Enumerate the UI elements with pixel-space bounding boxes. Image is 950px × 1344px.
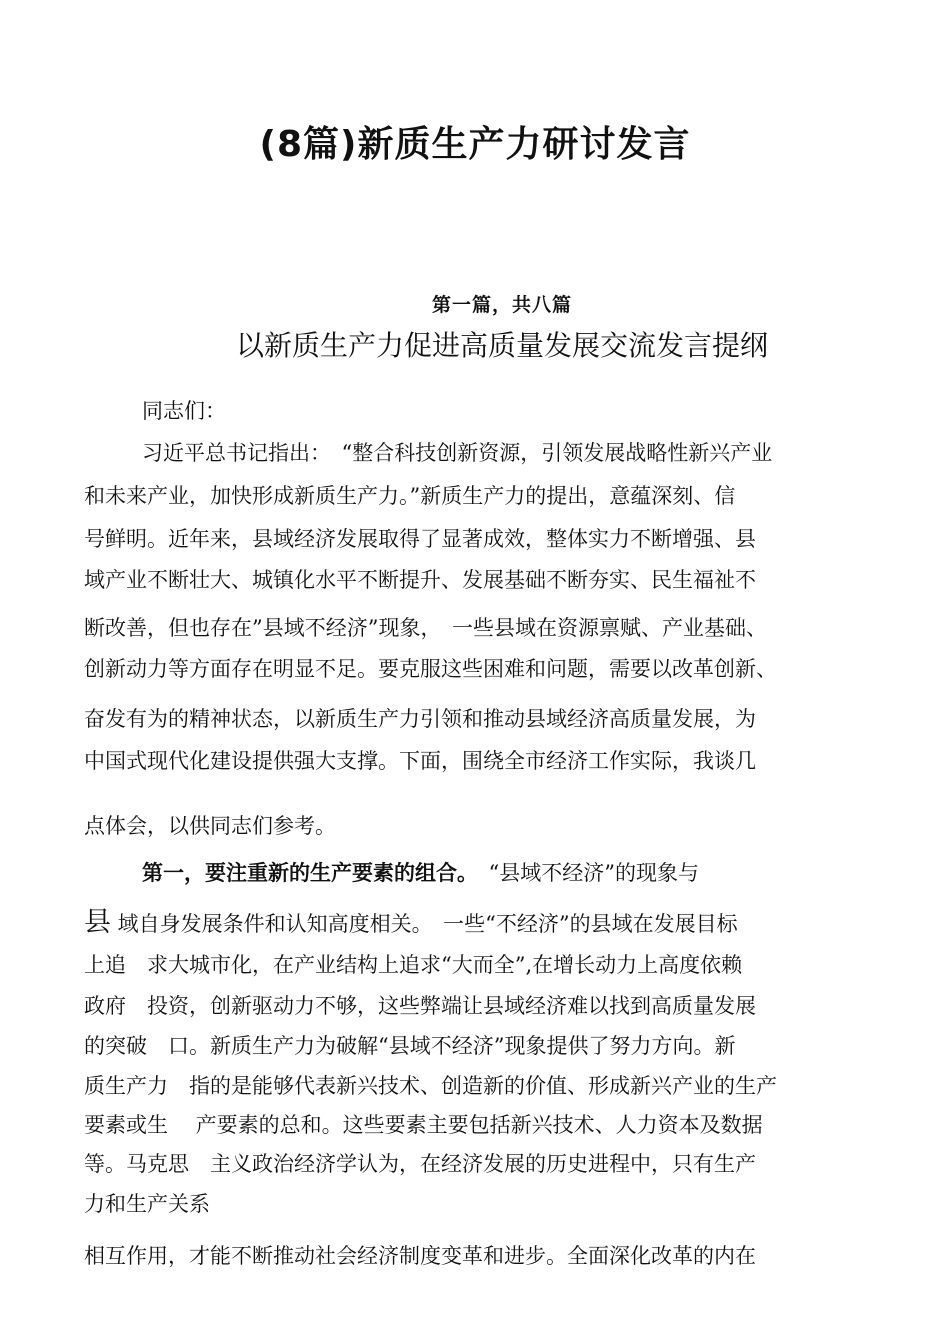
paragraph-line: 等。马克思 主义政治经济学认为，在经济发展的历史进程中，只有生产 [84, 1152, 756, 1176]
paragraph-line: 政府 投资，创新驱动力不够，这些弊端让县域经济难以找到高质量发展 [84, 994, 756, 1018]
paragraph-line: 中国式现代化建设提供强大支撑。下面，围绕全市经济工作实际，我谈几 [84, 749, 756, 773]
section-one-lead: 第一，要注重新的生产要素的组合。 [142, 861, 468, 885]
paragraph-line: 力和生产关系 [84, 1192, 210, 1216]
large-initial-char: 县 [84, 907, 111, 938]
paragraph-line: 断改善，但也存在”县域不经济”现象， 一些县域在资源禀赋、产业基础、 [84, 616, 767, 640]
second-line-rest: 域自身发展条件和认知高度相关。 一些“不经济”的县域在发展目标 [111, 912, 738, 936]
section-one-second-line [84, 909, 738, 938]
paragraph-line: 相互作用，才能不断推动社会经济制度变革和进步。全面深化改革的内在 [84, 1244, 756, 1268]
paragraph-line: 域产业不断壮大、城镇化水平不断提升、发展基础不断夯实、民生福祉不 [84, 568, 756, 592]
section-one-lead-rest: “县域不经济”的现象与 [467, 861, 699, 885]
paragraph-line: 要素或生 产要素的总和。这些要素主要包括新兴技术、人力资本及数据 [84, 1113, 763, 1137]
greeting: 同志们： [142, 399, 226, 423]
paragraph-line: 上追 求大城市化，在产业结构上追求“大而全”,在增长动力上高度依赖 [84, 953, 743, 977]
paragraph-line: 创新动力等方面存在明显不足。要克服这些困难和问题，需要以改革创新、 [84, 657, 777, 681]
paragraph-line: 质生产力 指的是能够代表新兴技术、创造新的价值、形成新兴产业的生产 [84, 1074, 777, 1098]
section-one-first-line [142, 859, 699, 887]
paragraph-line: 的突破 口。新质生产力为破解“县域不经济”现象提供了努力方向。新 [84, 1034, 736, 1058]
document-title: (8篇)新质生产力研讨发言 [259, 124, 691, 165]
paragraph-line: 点体会，以供同志们参考。 [84, 814, 336, 838]
paragraph-line: 和未来产业，加快形成新质生产力。”新质生产力的提出，意蕴深刻、信 [84, 484, 736, 508]
document-subtitle: 第一篇，共八篇 [431, 294, 572, 316]
paragraph-line: 奋发有为的精神状态，以新质生产力引领和推动县域经济高质量发展，为 [84, 707, 756, 731]
paragraph-line: 习近平总书记指出： “整合科技创新资源，引领发展战略性新兴产业 [142, 441, 773, 465]
paragraph-line: 号鲜明。近年来，县域经济发展取得了显著成效，整体实力不断增强、县 [84, 527, 756, 551]
section-heading: 以新质生产力促进高质量发展交流发言提纲 [235, 329, 768, 362]
